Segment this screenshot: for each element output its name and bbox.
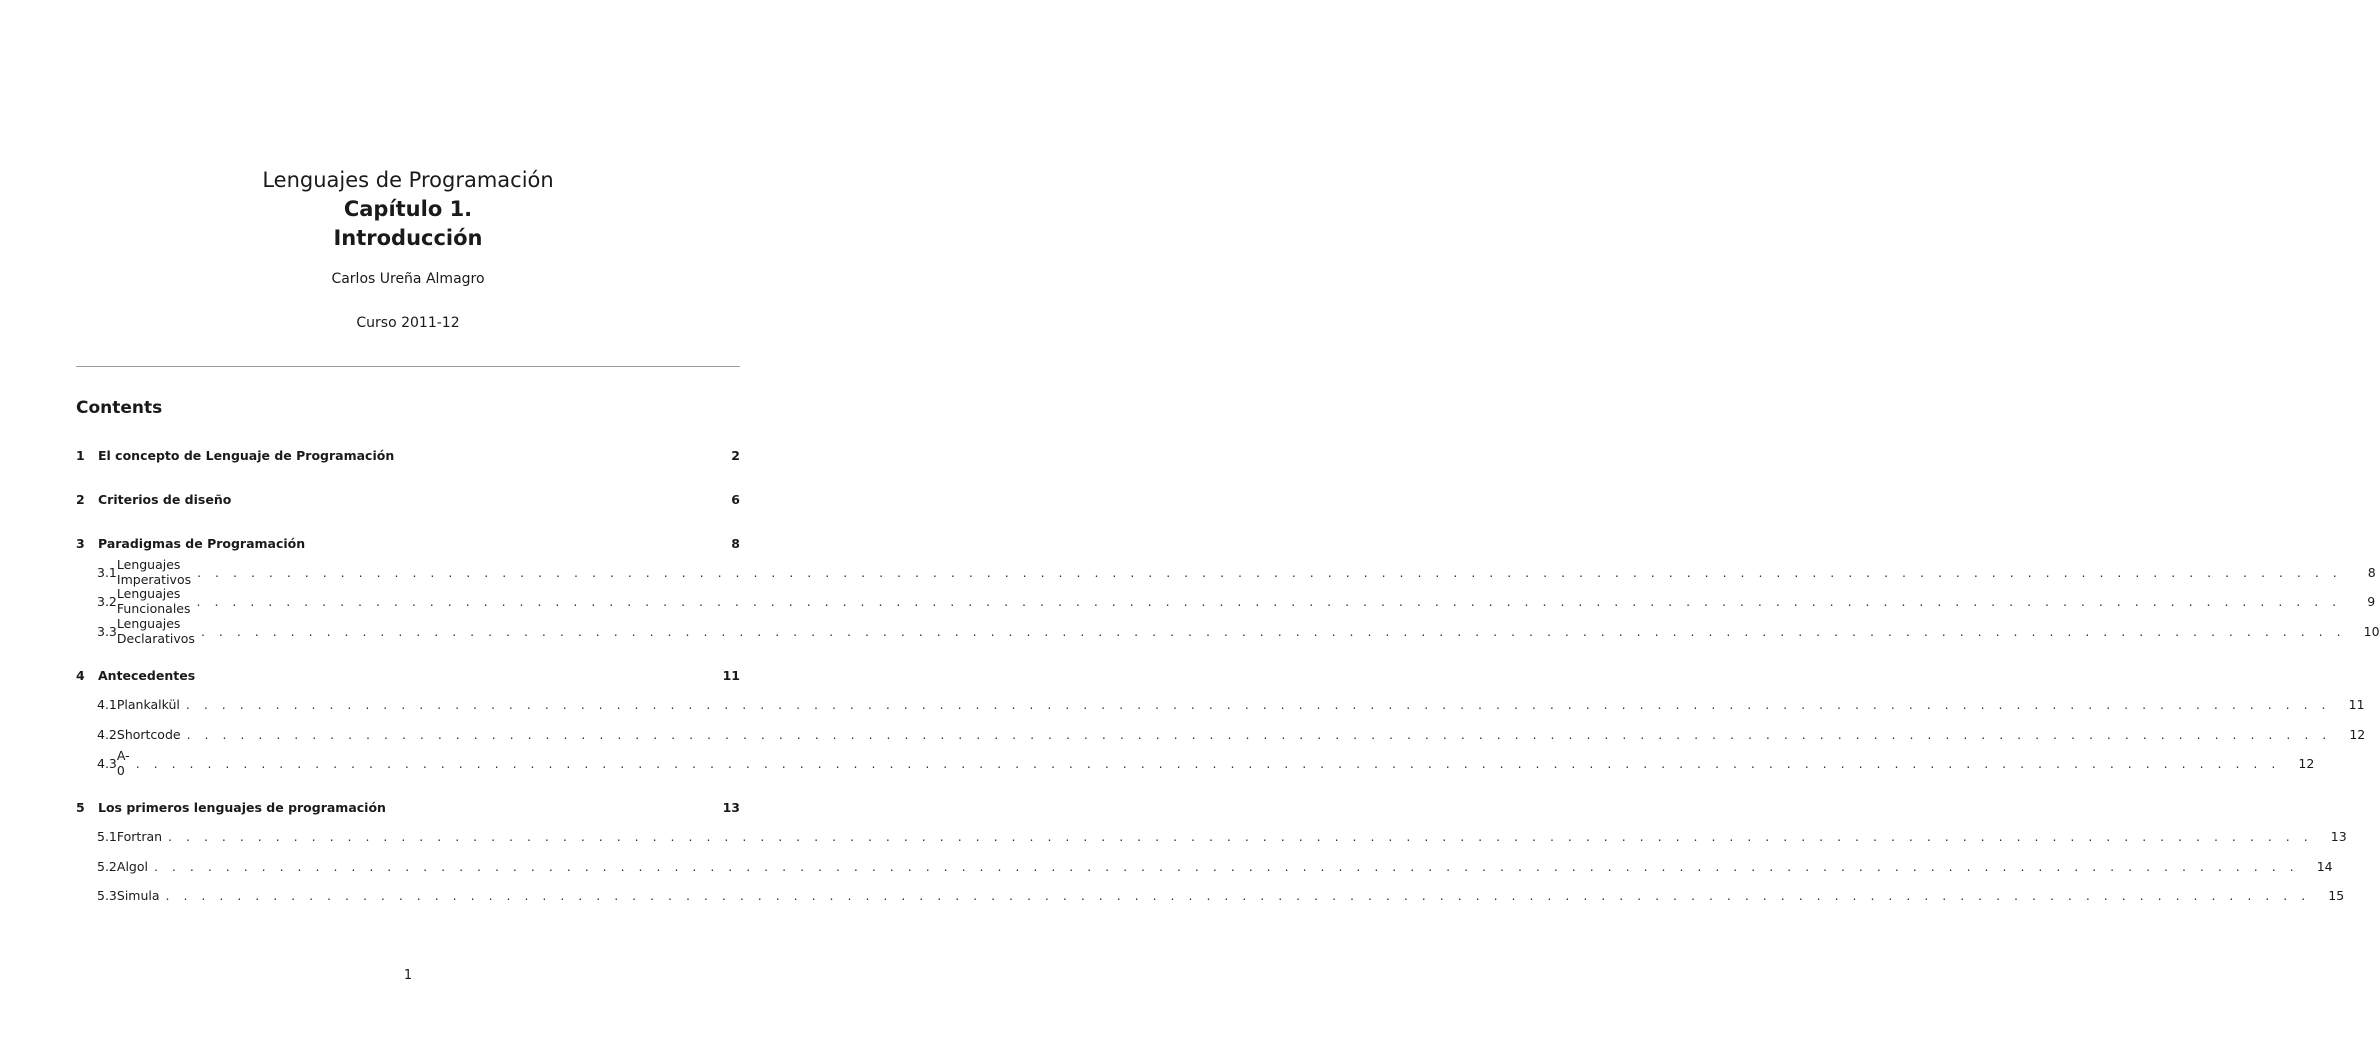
toc-entry-title: Algol [116,858,148,874]
toc-section-entry[interactable] [76,445,740,465]
toc-page-number: 15 [2328,887,2345,903]
toc-page-number: 10 [2363,623,2380,639]
toc-section-entry[interactable] [76,489,740,509]
toc-entry-title: Lenguajes Imperativos [116,557,192,587]
toc-dot-leader: . . . . . . . . . . . . . . . . . . . . . . . . . . . . . . . . . . . . . . . . . . . . . . . . . . . . . . . . . . . . . . . . . . . . . . . . . . . . . . . . . . . . . . . . . . . . . . . . . . . . . . . . . . . . . . . . . . . . . . . . [165,887,2311,903]
toc-entry-title: Antecedentes [98,667,196,683]
toc-subsection-entry[interactable] [76,826,2347,846]
toc-entry-number: 5.2 [97,858,117,874]
toc-entry-number: 5 [76,799,85,815]
toc-entry-number: 4.2 [97,726,117,742]
toc-dot-leader: . . . . . . . . . . . . . . . . . . . . . . . . . . . . . . . . . . . . . . . . . . . . . . . . . . . . . . . . . . . . . . . . . . . . . . . . . . . . . . . . . . . . . . . . . . . . . . . . . . . . . . . . . . . . . . . . . . . . . . . . [153,858,2299,874]
toc-entry-number: 5.3 [97,887,117,903]
toc-entry-title: Fortran [116,828,163,844]
toc-subsection-entry[interactable] [76,586,2376,616]
toc-page-number: 11 [722,667,740,683]
toc-page-number: 14 [2316,858,2333,874]
toc-entry-title: Lenguajes Declarativos [116,616,195,646]
horizontal-rule [76,366,740,367]
toc-entry-number: 5.1 [97,828,117,844]
toc-page-number: 8 [731,535,740,551]
toc-entry-title: El concepto de Lenguaje de Programación [98,447,395,463]
document-title: Lenguajes de Programación [262,168,554,192]
toc-entry-title: Simula [116,887,160,903]
toc-subsection-entry[interactable] [76,724,2366,744]
toc-page-number: 12 [2298,755,2315,771]
toc-entry-title: A-0 [116,748,130,778]
toc-subsection-entry[interactable] [76,557,2376,587]
toc-dot-leader: . . . . . . . . . . . . . . . . . . . . . . . . . . . . . . . . . . . . . . . . . . . . . . . . . . . . . . . . . . . . . . . . . . . . . . . . . . . . . . . . . . . . . . . . . . . . . . . . . . . . . . . . . . . . . . . . . . . . . . . . [135,755,2281,771]
toc-dot-leader: . . . . . . . . . . . . . . . . . . . . . . . . . . . . . . . . . . . . . . . . . . . . . . . . . . . . . . . . . . . . . . . . . . . . . . . . . . . . . . . . . . . . . . . . . . . . . . . . . . . . . . . . . . . . . . . . . . . . . . . . [185,696,2331,712]
toc-subsection-entry[interactable] [76,748,2315,778]
toc-entry-number: 2 [76,491,85,507]
course-date: Curso 2011-12 [356,315,460,331]
toc-entry-number: 3.3 [97,623,117,639]
chapter-label: Capítulo 1. [343,197,473,221]
toc-page-number: 12 [2349,726,2366,742]
toc-page-number: 13 [722,799,740,815]
toc-page-number: 2 [731,447,740,463]
toc-page-number: 11 [2348,696,2365,712]
toc-dot-leader: . . . . . . . . . . . . . . . . . . . . . . . . . . . . . . . . . . . . . . . . . . . . . . . . . . . . . . . . . . . . . . . . . . . . . . . . . . . . . . . . . . . . . . . . . . . . . . . . . . . . . . . . . . . . . . . . . . . . . . . . [186,726,2332,742]
toc-entry-title: Paradigmas de Programación [98,535,306,551]
toc-entry-title: Los primeros lenguajes de programación [98,799,386,815]
toc-page-number: 9 [2367,593,2376,609]
toc-section-entry[interactable] [76,533,740,553]
toc-subsection-entry[interactable] [76,616,2380,646]
toc-entry-number: 3.1 [97,564,117,580]
toc-entry-number: 1 [76,447,85,463]
chapter-subtitle: Introducción [333,226,483,250]
toc-page-number: 6 [731,491,740,507]
toc-entry-number: 3.2 [97,593,117,609]
toc-subsection-entry[interactable] [76,856,2333,876]
toc-subsection-entry[interactable] [76,694,2365,714]
toc-entry-title: Plankalkül [116,696,180,712]
toc-section-entry[interactable] [76,797,740,817]
toc-section-entry[interactable] [76,665,740,685]
toc-entry-number: 4.1 [97,696,117,712]
toc-entry-title: Criterios de diseño [98,491,232,507]
toc-heading: Contents [76,398,163,418]
toc-page-number: 13 [2330,828,2347,844]
toc-entry-number: 4 [76,667,85,683]
toc-dot-leader: . . . . . . . . . . . . . . . . . . . . . . . . . . . . . . . . . . . . . . . . . . . . . . . . . . . . . . . . . . . . . . . . . . . . . . . . . . . . . . . . . . . . . . . . . . . . . . . . . . . . . . . . . . . . . . . . . . . . . . . . [200,623,2346,639]
toc-entry-title: Shortcode [116,726,181,742]
title-block [0,166,816,253]
toc-page-number: 8 [2367,564,2376,580]
toc-dot-leader: . . . . . . . . . . . . . . . . . . . . . . . . . . . . . . . . . . . . . . . . . . . . . . . . . . . . . . . . . . . . . . . . . . . . . . . . . . . . . . . . . . . . . . . . . . . . . . . . . . . . . . . . . . . . . . . . . . . . . . . . [168,828,2313,844]
toc-entry-title: Lenguajes Funcionales [116,586,191,616]
author-name: Carlos Ureña Almagro [331,271,485,287]
toc-entry-number: 3 [76,535,85,551]
toc-dot-leader: . . . . . . . . . . . . . . . . . . . . . . . . . . . . . . . . . . . . . . . . . . . . . . . . . . . . . . . . . . . . . . . . . . . . . . . . . . . . . . . . . . . . . . . . . . . . . . . . . . . . . . . . . . . . . . . . . . . . . . . . [196,593,2342,609]
toc-dot-leader: . . . . . . . . . . . . . . . . . . . . . . . . . . . . . . . . . . . . . . . . . . . . . . . . . . . . . . . . . . . . . . . . . . . . . . . . . . . . . . . . . . . . . . . . . . . . . . . . . . . . . . . . . . . . . . . . . . . . . . . . [197,564,2342,580]
toc-subsection-entry[interactable] [76,885,2345,905]
page-number: 1 [403,968,413,983]
toc-entry-number: 4.3 [97,755,117,771]
